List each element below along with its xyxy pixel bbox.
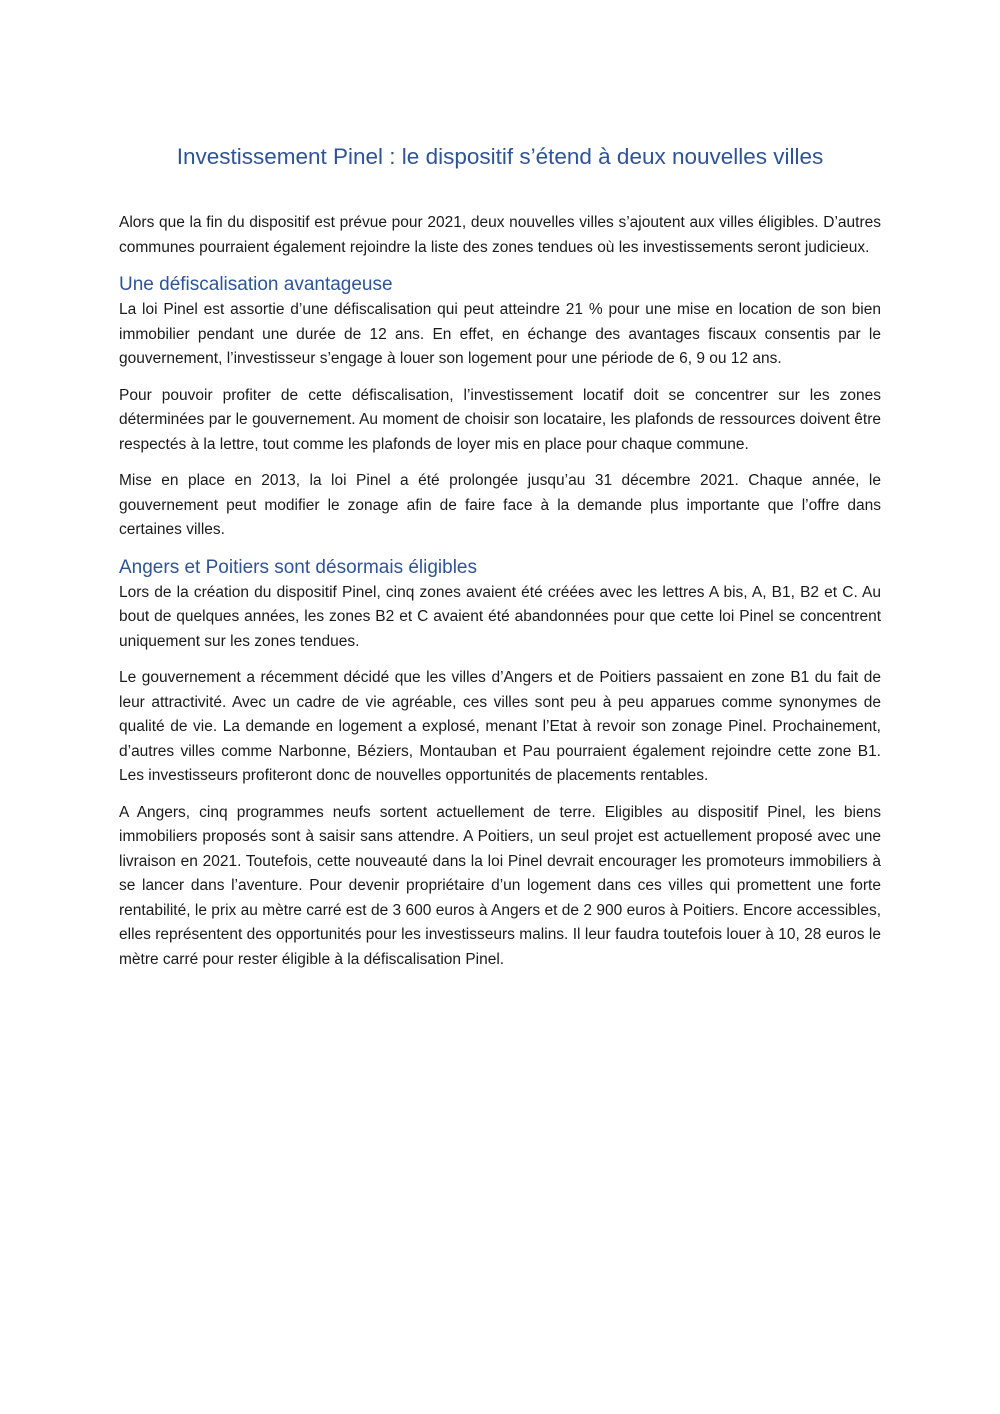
document-body	[119, 211, 881, 984]
paragraph: La loi Pinel est assortie d’une défiscalisation qui peut atteindre 21 % pour une mise en location de son bien immobilier pendant une durée de 12 ans. En effet, en échange des avantages fiscaux consentis par le gouvernement, l’investisseur s’engage à louer son logement pour une période de 6, 9 ou 12 ans.	[119, 301, 881, 367]
intro-paragraph: Alors que la fin du dispositif est prévue pour 2021, deux nouvelles villes s’ajoutent aux villes éligibles. D’autres communes pourraient également rejoindre la liste des zones tendues où les investissements seront judicieux.	[119, 214, 881, 256]
section-heading: Angers et Poitiers sont désormais éligibles	[119, 556, 478, 578]
paragraph: A Angers, cinq programmes neufs sortent actuellement de terre. Eligibles au dispositif Pinel, les biens immobiliers proposés sont à saisir sans attendre. A Poitiers, un seul projet est actuellement proposé avec une livraison en 2021. Toutefois, cette nouveauté dans la loi Pinel devrait encourager les promoteurs immobiliers à se lancer dans l’aventure. Pour devenir propriétaire d’un logement dans ces villes qui promettent une forte rentabilité, le prix au mètre carré est de 3 600 euros à Angers et de 2 900 euros à Poitiers. Encore accessibles, elles représentent des opportunités pour les investisseurs malins. Il leur faudra toutefois louer à 10, 28 euros le mètre carré pour rester éligible à la défiscalisation Pinel.	[119, 803, 881, 968]
section-heading: Une défiscalisation avantageuse	[119, 274, 393, 295]
paragraph: Mise en place en 2013, la loi Pinel a été prolongée jusqu’au 31 décembre 2021. Chaque année, le gouvernement peut modifier le zonage afin de faire face à la demande plus importante que l’offre dans certaines villes.	[119, 472, 881, 538]
page-title: Investissement Pinel : le dispositif s’étend à deux nouvelles villes	[176, 144, 824, 169]
paragraph: Lors de la création du dispositif Pinel, cinq zones avaient été créées avec les lettres A bis, A, B1, B2 et C. Au bout de quelques années, les zones B2 et C avaient été abandonnées pour que cette loi Pinel se concentrent uniquement sur les zones tendues.	[119, 583, 881, 650]
paragraph: Pour pouvoir profiter de cette défiscalisation, l’investissement locatif doit se concentrer sur les zones déterminées par le gouvernement. Au moment de choisir son locataire, les plafonds de ressources doivent être respectés à la lettre, tout comme les plafonds de loyer mis en place pour chaque commune.	[119, 386, 881, 453]
paragraph: Le gouvernement a récemment décidé que les villes d’Angers et de Poitiers passaient en zone B1 du fait de leur attractivité. Avec un cadre de vie agréable, ces villes sont peu à peu apparues comme synonymes de qualité de vie. La demande en logement a explosé, menant l’Etat à revoir son zonage Pinel. Prochainement, d’autres villes comme Narbonne, Béziers, Montauban et Pau pourraient également rejoindre cette zone B1. Les investisseurs profiteront donc de nouvelles opportunités de placements rentables.	[119, 669, 881, 784]
